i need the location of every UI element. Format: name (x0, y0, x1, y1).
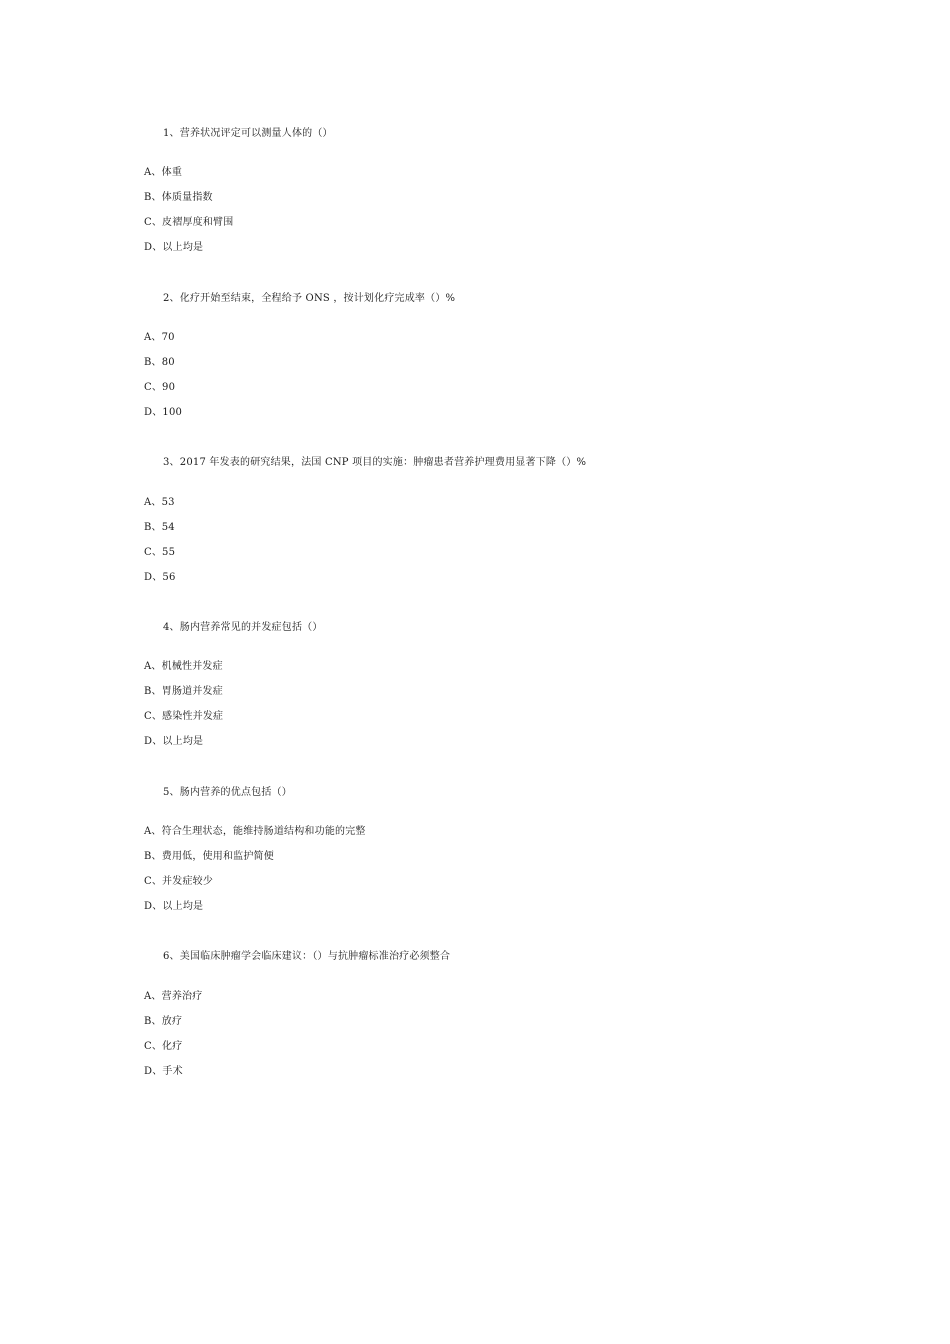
option-c: C、90 (144, 382, 176, 393)
option-d: D、以上均是 (144, 242, 204, 253)
option-c: C、皮褶厚度和臂围 (144, 217, 234, 228)
option-c: C、并发症较少 (144, 876, 214, 887)
question-title: 6、美国临床肿瘤学会临床建议：（）与抗肿瘤标准治疗必须整合 (163, 951, 451, 962)
question-title: 4、肠内营养常见的并发症包括（） (163, 622, 323, 633)
option-d: D、100 (144, 407, 183, 418)
question-title: 5、肠内营养的优点包括（） (163, 787, 292, 798)
option-b: B、54 (144, 522, 175, 533)
option-b: B、放疗 (144, 1016, 183, 1027)
option-a: A、符合生理状态，能维持肠道结构和功能的完整 (144, 826, 366, 837)
question-title: 3、2017 年发表的研究结果，法国 CNP 项目的实施：肿瘤患者营养护理费用显著下降（）% (163, 457, 587, 468)
option-a: A、70 (144, 332, 175, 343)
option-c: C、55 (144, 547, 176, 558)
option-a: A、体重 (144, 167, 183, 178)
option-d: D、56 (144, 572, 176, 583)
option-a: A、53 (144, 497, 175, 508)
option-a: A、营养治疗 (144, 991, 203, 1002)
option-c: C、感染性并发症 (144, 711, 224, 722)
option-a: A、机械性并发症 (144, 661, 223, 672)
option-d: D、以上均是 (144, 901, 204, 912)
option-b: B、费用低，使用和监护简便 (144, 851, 274, 862)
option-b: B、80 (144, 357, 175, 368)
option-d: D、手术 (144, 1066, 183, 1077)
option-b: B、体质量指数 (144, 192, 213, 203)
option-d: D、以上均是 (144, 736, 204, 747)
question-title: 1、营养状况评定可以测量人体的（） (163, 128, 333, 139)
option-c: C、化疗 (144, 1041, 183, 1052)
question-title: 2、化疗开始至结束，全程给予 ONS ，按计划化疗完成率（）% (163, 293, 456, 304)
option-b: B、胃肠道并发症 (144, 686, 223, 697)
